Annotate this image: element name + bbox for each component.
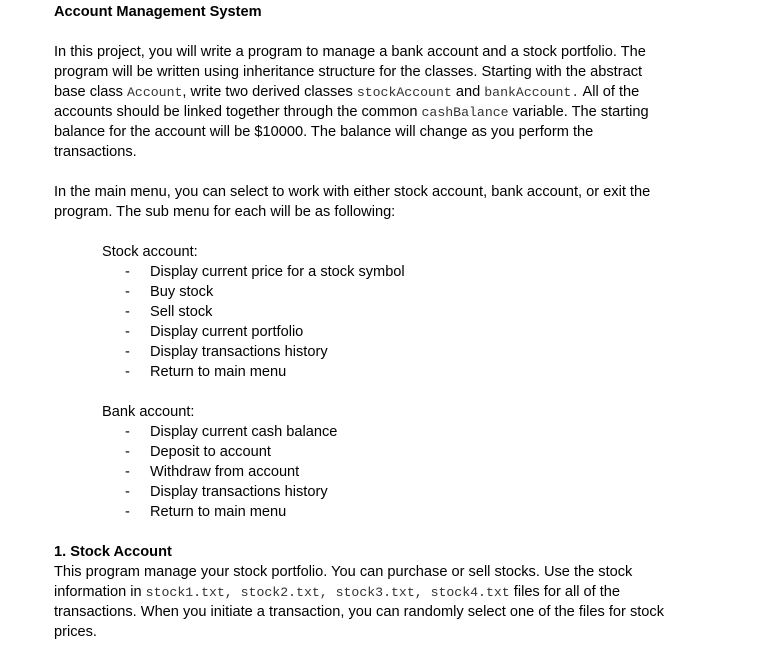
text-segment: This program manage your stock portfolio. You can purchase or sell stocks. Use the stock	[54, 564, 633, 580]
stock_menu-label: Stock account:	[102, 244, 198, 260]
section1.lines-line	[54, 602, 664, 622]
bullet-dash: -	[125, 264, 130, 280]
code-identifier: stockAccount	[356, 85, 452, 100]
menu_intro-line	[54, 202, 395, 222]
menu-list-item: Withdraw from account	[150, 464, 300, 480]
menu-list-item: Display transactions history	[150, 484, 328, 500]
menu-list-item: Deposit to account	[150, 444, 271, 460]
text-segment: and	[451, 84, 485, 100]
text-segment: transactions. When you initiate a transaction, you can randomly select one of the files for stock	[54, 604, 665, 620]
bullet-dash: -	[125, 424, 130, 440]
text-segment: accounts should be linked together through the common	[54, 104, 422, 120]
bullet-dash: -	[125, 444, 130, 460]
menu-list-item: Display current cash balance	[150, 424, 338, 440]
menu-list-item: Buy stock	[150, 284, 214, 300]
text-segment: All of the	[579, 84, 640, 100]
menu-list-item: Return to main menu	[150, 364, 287, 380]
menu-list-item: Display current portfolio	[150, 324, 304, 340]
menu-list-item: Display transactions history	[150, 344, 328, 360]
section1.lines-line	[54, 622, 97, 642]
text-segment: In the main menu, you can select to work with either stock account, bank account, or exit the	[54, 184, 651, 200]
intro-line	[54, 62, 642, 82]
bullet-dash: -	[125, 464, 130, 480]
document-title: Account Management System	[54, 4, 262, 20]
bullet-dash: -	[125, 364, 130, 380]
intro-line	[54, 102, 649, 122]
bank_menu-label: Bank account:	[102, 404, 195, 420]
bullet-dash: -	[125, 504, 130, 520]
menu-list-item: Sell stock	[150, 304, 213, 320]
text-segment: program. The sub menu for each will be as following:	[54, 204, 396, 220]
text-segment: variable. The starting	[508, 104, 649, 120]
text-segment: balance for the account will be $10000. The balance will change as you perform the	[54, 124, 594, 140]
section1.lines-line	[54, 562, 632, 582]
section-heading: 1. Stock Account	[54, 544, 172, 560]
code-identifier: cashBalance	[421, 105, 509, 120]
menu-list-item: Display current price for a stock symbol	[150, 264, 405, 280]
bullet-dash: -	[125, 324, 130, 340]
intro-line	[54, 142, 137, 162]
section1.lines-line	[54, 582, 620, 602]
intro-line	[54, 122, 593, 142]
code-identifier: stock1.txt, stock2.txt, stock3.txt, stock4.txt	[145, 585, 510, 600]
text-segment: program will be written using inheritance structure for the classes. Starting with the abstract	[54, 64, 643, 80]
bullet-dash: -	[125, 284, 130, 300]
bullet-dash: -	[125, 344, 130, 360]
text-segment: files for all of the	[509, 584, 621, 600]
menu-list-item: Return to main menu	[150, 504, 287, 520]
code-identifier: bankAccount.	[484, 85, 580, 100]
intro-line	[54, 82, 639, 102]
text-segment: , write two derived classes	[182, 84, 357, 100]
text-segment: transactions.	[54, 144, 137, 160]
bullet-dash: -	[125, 484, 130, 500]
menu_intro-line	[54, 182, 650, 202]
code-identifier: Account	[127, 85, 183, 100]
text-segment: In this project, you will write a program to manage a bank account and a stock portfolio. The	[54, 44, 646, 60]
text-segment: base class	[54, 84, 128, 100]
intro-line	[54, 42, 646, 62]
bullet-dash: -	[125, 304, 130, 320]
text-segment: information in	[54, 584, 146, 600]
text-segment: prices.	[54, 624, 97, 640]
